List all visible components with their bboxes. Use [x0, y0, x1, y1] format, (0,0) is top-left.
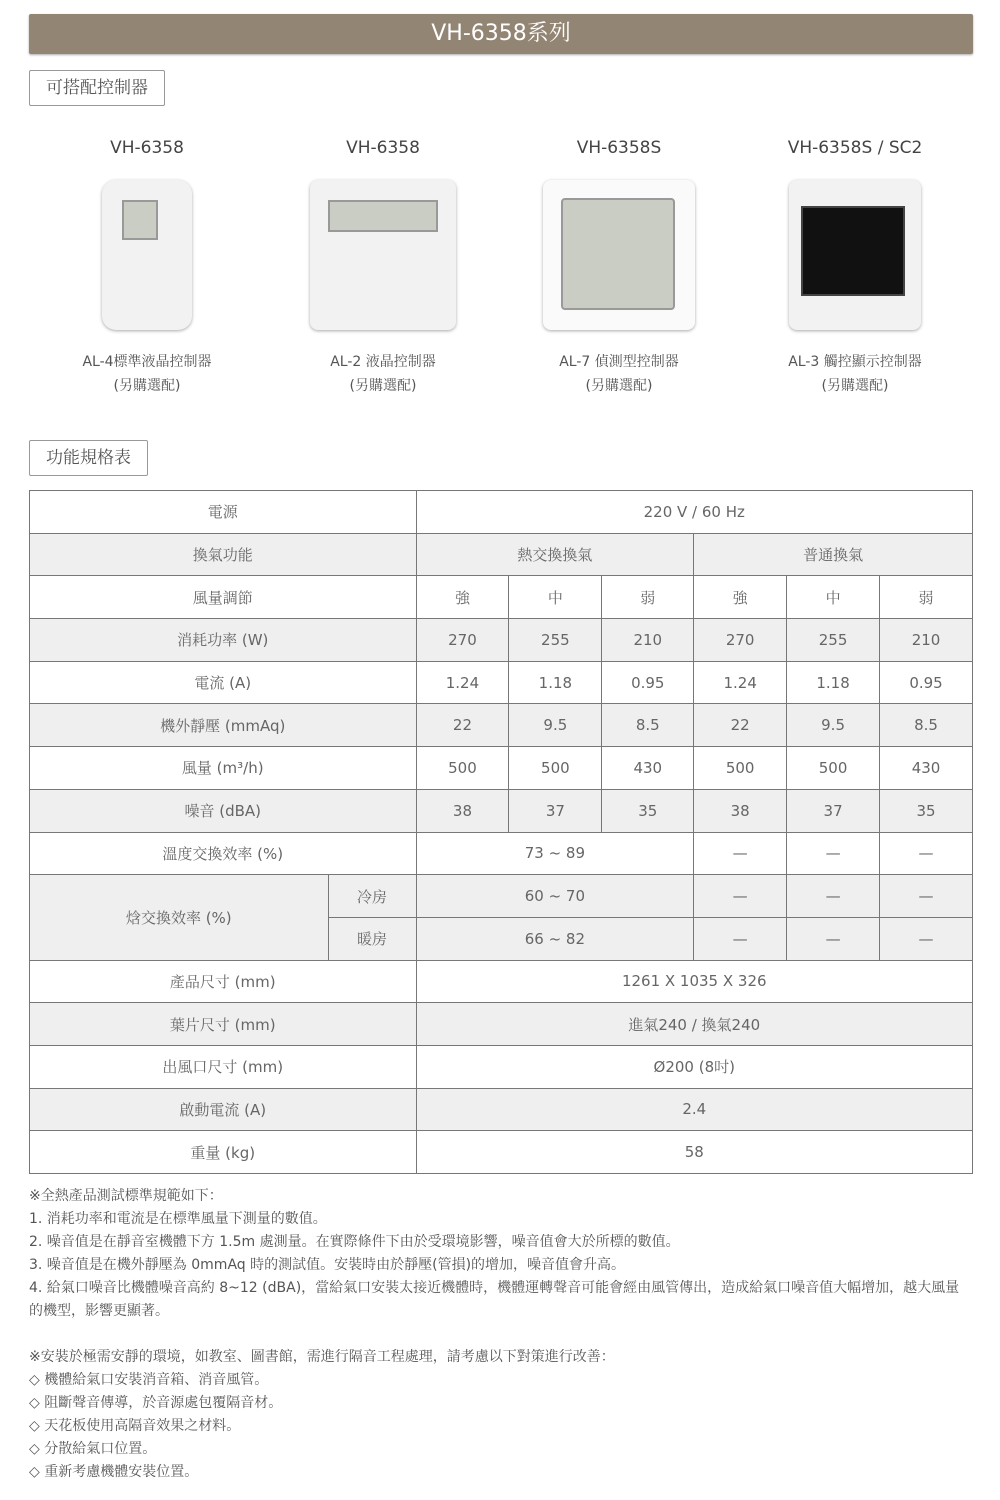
cell: 270 — [416, 619, 509, 662]
controller-model: VH-6358 — [110, 138, 184, 158]
row-label: 啟動電流 (A) — [30, 1088, 417, 1131]
cell: 1.24 — [416, 661, 509, 704]
row-label: 消耗功率 (W) — [30, 619, 417, 662]
table-row — [30, 875, 973, 918]
row-label: 換氣功能 — [30, 533, 417, 576]
cell: 38 — [416, 789, 509, 832]
cell: 255 — [509, 619, 602, 662]
controllers-section-label: 可搭配控制器 — [29, 70, 165, 106]
cell: 430 — [602, 747, 694, 790]
controller-card — [737, 138, 973, 398]
table-row — [30, 491, 973, 534]
table-row — [30, 789, 973, 832]
cell: — — [694, 875, 787, 918]
controller-name: AL-7 偵測型控制器 — [559, 354, 679, 370]
cell: 35 — [880, 789, 973, 832]
table-row — [30, 1088, 973, 1131]
row-label: 風量 (m³/h) — [30, 747, 417, 790]
table-row — [30, 533, 973, 576]
controller-card — [501, 138, 737, 398]
cell: — — [787, 917, 880, 960]
cell: 500 — [509, 747, 602, 790]
table-row — [30, 619, 973, 662]
cell: 0.95 — [880, 661, 973, 704]
controller-image-al7 — [501, 180, 737, 330]
cell: 強 — [694, 576, 787, 619]
cell: — — [787, 832, 880, 875]
note-item: 3. 噪音值是在機外靜壓為 0mmAq 時的測試值。安裝時由於靜壓(管損)的增加，噪音值會升高。 — [29, 1257, 626, 1273]
notes — [29, 1185, 969, 1484]
row-label: 電源 — [30, 491, 417, 534]
cell: 中 — [787, 576, 880, 619]
note-item: ◇ 機體給氣口安裝消音箱、消音風管。 — [29, 1372, 269, 1388]
row-label: 重量 (kg) — [30, 1131, 417, 1174]
row-label: 噪音 (dBA) — [30, 789, 417, 832]
table-row — [30, 1045, 973, 1088]
row-label: 出風口尺寸 (mm) — [30, 1045, 417, 1088]
note-item: ◇ 重新考慮機體安裝位置。 — [29, 1464, 199, 1480]
cell: 1.18 — [787, 661, 880, 704]
cell: 9.5 — [787, 704, 880, 747]
cell: 普通換氣 — [694, 533, 973, 576]
row-label: 葉片尺寸 (mm) — [30, 1003, 417, 1046]
cell: 弱 — [602, 576, 694, 619]
controller-card — [29, 138, 265, 398]
controller-name: AL-2 液晶控制器 — [330, 354, 436, 370]
cell: 38 — [694, 789, 787, 832]
note-item: ◇ 天花板使用高隔音效果之材料。 — [29, 1418, 241, 1434]
cell: 22 — [416, 704, 509, 747]
cell: 73 ~ 89 — [416, 832, 694, 875]
cell: 中 — [509, 576, 602, 619]
cell: 220 V / 60 Hz — [416, 491, 973, 534]
cell: 8.5 — [602, 704, 694, 747]
notes-heading: ※安裝於極需安靜的環境，如教室、圖書館，需進行隔音工程處理，請考慮以下對策進行改善： — [29, 1349, 615, 1365]
cell: 35 — [602, 789, 694, 832]
cell: 強 — [416, 576, 509, 619]
cell: 弱 — [880, 576, 973, 619]
table-row — [30, 661, 973, 704]
table-row — [30, 704, 973, 747]
table-row — [30, 747, 973, 790]
spec-section-label: 功能規格表 — [29, 440, 148, 476]
controller-image-al3 — [737, 180, 973, 330]
page-title: VH-6358系列 — [29, 14, 973, 54]
cell: — — [694, 917, 787, 960]
table-row — [30, 576, 973, 619]
cell: 2.4 — [416, 1088, 973, 1131]
row-label: 產品尺寸 (mm) — [30, 960, 417, 1003]
sub-label: 冷房 — [328, 875, 416, 918]
notes-heading: ※全熱產品測試標準規範如下： — [29, 1188, 223, 1204]
cell: 9.5 — [509, 704, 602, 747]
row-label: 焓交換效率 (%) — [30, 875, 329, 960]
cell: 66 ~ 82 — [416, 917, 694, 960]
controller-image-al2 — [265, 180, 501, 330]
controller-image-al4 — [29, 180, 265, 330]
cell: 60 ~ 70 — [416, 875, 694, 918]
controller-model: VH-6358S / SC2 — [787, 138, 923, 158]
table-row — [30, 1131, 973, 1174]
row-label: 風量調節 — [30, 576, 417, 619]
controller-note: (另購選配) — [585, 378, 653, 394]
controller-name: AL-4標準液晶控制器 — [82, 354, 212, 370]
cell: 500 — [416, 747, 509, 790]
cell: 500 — [787, 747, 880, 790]
row-label: 機外靜壓 (mmAq) — [30, 704, 417, 747]
cell: — — [880, 917, 973, 960]
controller-card — [265, 138, 501, 398]
cell: — — [880, 832, 973, 875]
cell: 進氣240 / 換氣240 — [416, 1003, 973, 1046]
cell: 37 — [787, 789, 880, 832]
cell: 430 — [880, 747, 973, 790]
sub-label: 暖房 — [328, 917, 416, 960]
cell: — — [694, 832, 787, 875]
cell: 1.18 — [509, 661, 602, 704]
cell: 500 — [694, 747, 787, 790]
cell: — — [787, 875, 880, 918]
note-item: ◇ 阻斷聲音傳導，於音源處包覆隔音材。 — [29, 1395, 283, 1411]
spec-table — [29, 490, 973, 1174]
controller-model: VH-6358 — [346, 138, 420, 158]
controller-model: VH-6358S — [576, 138, 662, 158]
row-label: 電流 (A) — [30, 661, 417, 704]
cell: 熱交換換氣 — [416, 533, 694, 576]
cell: Ø200 (8吋) — [416, 1045, 973, 1088]
cell: 37 — [509, 789, 602, 832]
cell: 210 — [602, 619, 694, 662]
row-label: 溫度交換效率 (%) — [30, 832, 417, 875]
note-item: 1. 消耗功率和電流是在標準風量下測量的數值。 — [29, 1211, 327, 1227]
table-row — [30, 1003, 973, 1046]
note-item: 4. 給氣口噪音比機體噪音高約 8~12 (dBA)，當給氣口安裝太接近機體時，機體運轉聲音可能會經由風管傳出，造成給氣口噪音值大幅增加，越大風量的機型，影響更顯著。 — [29, 1280, 960, 1319]
cell: 270 — [694, 619, 787, 662]
controller-note: (另購選配) — [349, 378, 417, 394]
controller-note: (另購選配) — [821, 378, 889, 394]
cell: 0.95 — [602, 661, 694, 704]
controller-note: (另購選配) — [113, 378, 181, 394]
cell: 210 — [880, 619, 973, 662]
cell: 58 — [416, 1131, 973, 1174]
note-item: ◇ 分散給氣口位置。 — [29, 1441, 157, 1457]
cell: 8.5 — [880, 704, 973, 747]
cell: 1261 X 1035 X 326 — [416, 960, 973, 1003]
table-row — [30, 960, 973, 1003]
cell: — — [880, 875, 973, 918]
controller-name: AL-3 觸控顯示控制器 — [788, 354, 922, 370]
table-row — [30, 832, 973, 875]
note-item: 2. 噪音值是在靜音室機體下方 1.5m 處測量。在實際條件下由於受環境影響，噪音值會大於所標的數值。 — [29, 1234, 680, 1250]
cell: 255 — [787, 619, 880, 662]
cell: 1.24 — [694, 661, 787, 704]
cell: 22 — [694, 704, 787, 747]
